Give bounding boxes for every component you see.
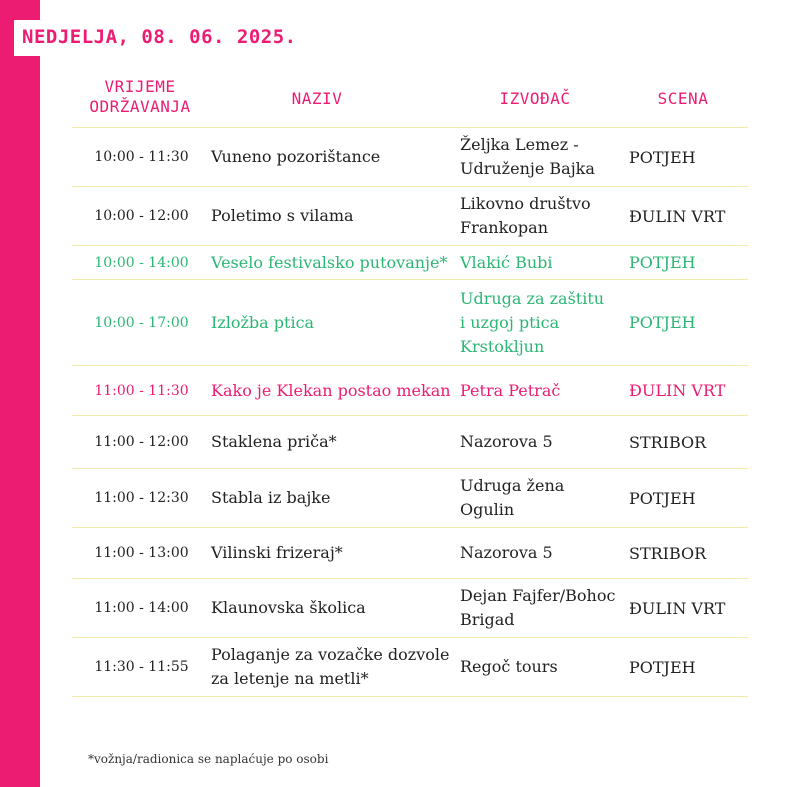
header-time-line1: VRIJEME (104, 77, 176, 96)
cell-performer-line: Udruženje Bajka (460, 159, 595, 178)
cell-stage: POTJEH (629, 147, 696, 167)
cell-name (211, 430, 460, 454)
cell-time: 10:00 - 12:00 (94, 208, 189, 224)
cell-name (211, 486, 460, 510)
cell-time: 11:30 - 11:55 (94, 659, 189, 675)
table-row (72, 187, 748, 246)
cell-performer (460, 541, 629, 565)
cell-time: 11:00 - 14:00 (94, 600, 189, 616)
table-row (72, 528, 748, 579)
cell-performer-line: Likovno društvo (460, 194, 591, 213)
cell-performer (460, 655, 629, 679)
cell-stage: STRIBOR (629, 432, 707, 452)
cell-performer (460, 474, 629, 522)
cell-performer-line: Udruga žena (460, 476, 565, 495)
cell-name (211, 204, 460, 228)
cell-performer (460, 287, 629, 359)
table-row (72, 638, 748, 697)
table-row (72, 128, 748, 187)
cell-performer-line: Frankopan (460, 218, 549, 237)
cell-name (211, 541, 460, 565)
cell-time: 11:00 - 12:30 (94, 490, 189, 506)
cell-stage: ĐULIN VRT (629, 206, 726, 226)
cell-name (211, 251, 460, 275)
header-name: NAZIV (291, 89, 343, 108)
cell-stage: POTJEH (629, 313, 696, 332)
cell-name (211, 596, 460, 620)
cell-performer-line: Dejan Fajfer/Bohoc (460, 586, 616, 605)
cell-performer-line: Željka Lemez - (460, 135, 579, 154)
cell-performer-line: i uzgoj ptica (460, 312, 560, 332)
cell-performer-line: Vlakić Bubi (460, 252, 553, 272)
date-heading: NEDJELJA, 08. 06. 2025. (22, 26, 297, 48)
table-row (72, 366, 748, 416)
cell-performer-line: Nazorova 5 (460, 432, 553, 451)
cell-time: 10:00 - 17:00 (94, 314, 189, 331)
header-stage: SCENA (657, 89, 709, 108)
cell-name (211, 311, 460, 335)
cell-performer (460, 251, 629, 275)
cell-stage: POTJEH (629, 657, 696, 677)
cell-stage: POTJEH (629, 253, 696, 272)
cell-name-line: Klaunovska školica (211, 598, 366, 617)
cell-performer (460, 584, 629, 632)
table-row (72, 579, 748, 638)
cell-name-line: Kako je Klekan postao mekan (211, 380, 451, 400)
cell-time: 11:00 - 13:00 (94, 545, 189, 561)
cell-name (211, 145, 460, 169)
cell-name-line: za letenje na metli* (211, 669, 369, 688)
cell-performer-line: Nazorova 5 (460, 543, 553, 562)
cell-time: 11:00 - 11:30 (94, 382, 189, 399)
cell-stage: ĐULIN VRT (629, 381, 726, 400)
schedule-table (72, 127, 748, 697)
cell-performer-line: Krstokljun (460, 336, 545, 356)
cell-name-line: Polaganje za vozačke dozvole (211, 645, 450, 664)
cell-performer (460, 430, 629, 454)
cell-stage: POTJEH (629, 488, 696, 508)
cell-name-line: Izložba ptica (211, 312, 315, 332)
footnote: *vožnja/radionica se naplaćuje po osobi (88, 752, 329, 766)
cell-performer (460, 379, 629, 403)
table-row (72, 246, 748, 280)
table-row (72, 416, 748, 469)
header-time (72, 77, 208, 117)
cell-performer (460, 133, 629, 181)
cell-stage: ĐULIN VRT (629, 598, 726, 618)
cell-name-line: Vilinski frizeraj* (211, 543, 343, 562)
cell-performer-line: Brigad (460, 610, 515, 629)
cell-name-line: Veselo festivalsko putovanje* (211, 252, 448, 272)
cell-performer-line: Petra Petrač (460, 380, 561, 400)
side-accent-bar (0, 0, 40, 787)
header-time-line2: ODRŽAVANJA (89, 97, 191, 116)
header-performer: IZVOĐAČ (499, 89, 571, 108)
cell-name-line: Vuneno pozorištance (211, 147, 381, 166)
cell-performer-line: Ogulin (460, 500, 515, 519)
cell-name-line: Stabla iz bajke (211, 488, 331, 507)
cell-performer-line: Udruga za zaštitu (460, 288, 605, 308)
cell-time: 10:00 - 14:00 (94, 254, 189, 271)
cell-stage: STRIBOR (629, 543, 707, 563)
table-row (72, 469, 748, 528)
cell-name (211, 643, 460, 691)
cell-performer-line: Regoč tours (460, 657, 558, 676)
cell-name (211, 379, 460, 403)
cell-name-line: Poletimo s vilama (211, 206, 354, 225)
cell-time: 11:00 - 12:00 (94, 434, 189, 450)
cell-time: 10:00 - 11:30 (94, 149, 189, 165)
table-row (72, 280, 748, 366)
cell-name-line: Staklena priča* (211, 432, 337, 451)
cell-performer (460, 192, 629, 240)
